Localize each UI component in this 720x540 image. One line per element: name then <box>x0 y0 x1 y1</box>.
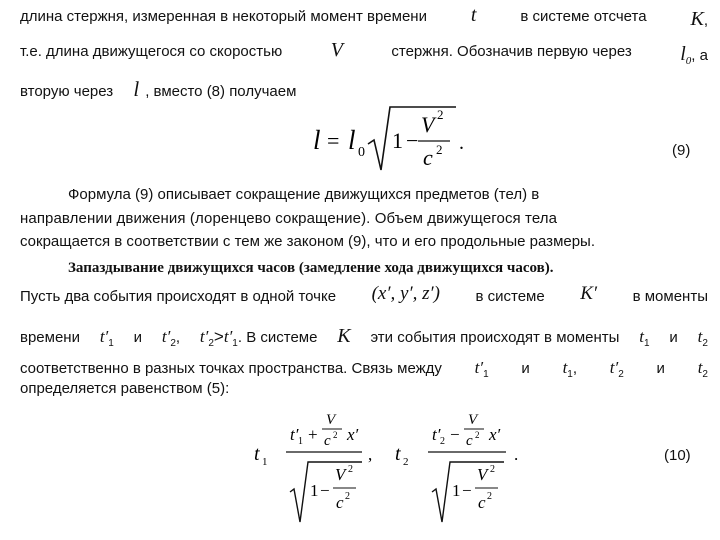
punct: , а <box>691 47 708 64</box>
text-segment: в системе <box>475 288 545 305</box>
paragraph1-line2 <box>20 39 708 67</box>
eq10-c-exp: 2 <box>475 430 480 440</box>
eq10-c-exp: 2 <box>333 430 338 440</box>
paragraph1-line1 <box>20 4 708 31</box>
text-segment: длина стержня, измеренная в некоторый момент времени <box>20 8 427 25</box>
text-segment: , вместо (8) получаем <box>145 83 297 100</box>
paragraph2-line3: сокращается в соответствии с тем же законом (9), что и его продольные размеры. <box>20 233 596 250</box>
eq9-lhs: l <box>313 125 321 155</box>
eq9-den-c: c <box>423 145 433 170</box>
symbol-t2: t <box>697 358 703 377</box>
eq10-minus-right: − <box>450 425 460 444</box>
symbol-t1: t <box>562 358 568 377</box>
subscript: 1 <box>483 369 489 380</box>
subscript: 2 <box>702 369 708 380</box>
eq10-root-V: V <box>477 465 488 484</box>
symbol-t1-prime: t′ <box>99 327 109 346</box>
subscript: 2 <box>618 369 624 380</box>
subscript: 2 <box>170 338 176 349</box>
symbol-t1-prime: t′ <box>474 358 484 377</box>
text-segment: Пусть два события происходят в одной точке <box>20 288 337 305</box>
eq10-root-V-exp: 2 <box>490 464 495 475</box>
eq10-x-prime: x′ <box>347 425 359 444</box>
eq10-minus: − <box>462 481 472 500</box>
eq9-one: 1 <box>392 128 403 153</box>
eq9-minus: − <box>406 128 419 153</box>
greater-than: > <box>213 327 224 346</box>
symbol-t2: t <box>697 327 703 346</box>
subscript: 1 <box>232 338 238 349</box>
eq9-num-exp: 2 <box>437 107 444 122</box>
equation-number-9: (9) <box>672 142 691 159</box>
eq10-root-c: c <box>478 493 486 512</box>
subscript: 0 <box>685 55 692 67</box>
eq10-c: c <box>324 433 331 449</box>
ineq-right: t′ <box>223 327 233 346</box>
equation-10 <box>250 400 540 535</box>
eq9-den-exp: 2 <box>436 142 443 157</box>
eq10-t2-sub: 2 <box>403 456 409 468</box>
eq9-dot: . <box>459 132 464 154</box>
eq10-root-V: V <box>335 465 346 484</box>
text-segment: вторую через <box>20 83 114 100</box>
ineq-left: t′ <box>199 327 209 346</box>
subscript: 1 <box>644 338 650 349</box>
eq9-l0-sub: 0 <box>358 145 365 160</box>
eq10-root-c-exp: 2 <box>487 491 492 502</box>
paragraph3-line5: определяется равенством (5): <box>20 380 230 397</box>
eq10-root-c-exp: 2 <box>345 491 350 502</box>
eq10-t1-prime-sub: 1 <box>298 436 303 447</box>
text-segment: и <box>521 360 530 377</box>
text-segment: времени <box>20 329 80 346</box>
punct: , <box>572 360 578 377</box>
subscript: 2 <box>702 338 708 349</box>
eq10-t2-prime-sub: 2 <box>440 436 445 447</box>
subscript: 2 <box>208 338 214 349</box>
eq10-x-prime: x′ <box>489 425 501 444</box>
symbol-l0: l <box>680 43 686 65</box>
eq10-t1: t <box>254 443 260 465</box>
symbol-t: t <box>470 4 477 26</box>
symbol-t1: t <box>639 327 645 346</box>
symbol-t2-prime: t′ <box>161 327 171 346</box>
eq9-equals: = <box>327 128 340 153</box>
eq10-t2-prime: t′ <box>432 425 441 444</box>
symbol-K-prime: K′ <box>580 283 598 304</box>
symbol-l: l <box>133 77 140 101</box>
eq10-c: c <box>466 433 473 449</box>
text-segment: Формула (9) описывает сокращение движущихся предметов (тел) в <box>68 186 540 203</box>
symbol-t2-prime: t′ <box>609 358 619 377</box>
subscript: 1 <box>567 369 573 380</box>
eq10-one: 1 <box>310 481 319 500</box>
eq9-l0: l <box>348 125 356 155</box>
text-segment: соответственно в разных точках пространства. Связь между <box>20 360 442 377</box>
eq10-plus: + <box>308 425 318 444</box>
paragraph2-line2: направлении движения (лоренцево сокращение). Объем движущегося тела <box>20 210 558 227</box>
eq10-t1-sub: 1 <box>262 456 268 468</box>
text-segment: и <box>656 360 665 377</box>
eq9-num-V: V <box>421 112 435 137</box>
text-segment: и <box>669 329 678 346</box>
section-heading: Запаздывание движущихся часов (замедление хода движущихся часов). <box>68 260 554 276</box>
eq10-V: V <box>326 412 336 428</box>
punct: , <box>703 12 708 29</box>
eq10-one: 1 <box>452 481 461 500</box>
text-segment: . В системе <box>237 329 318 346</box>
equation-number-10: (10) <box>664 447 691 464</box>
symbol-V: V <box>330 39 343 61</box>
eq10-root-c: c <box>336 493 344 512</box>
eq10-minus: − <box>320 481 330 500</box>
subscript: 1 <box>108 338 114 349</box>
eq10-t1-prime: t′ <box>290 425 299 444</box>
symbol-K: K <box>690 8 704 30</box>
point-coordinates: (x′, y′, z′) <box>371 283 440 304</box>
eq10-root-V-exp: 2 <box>348 464 353 475</box>
eq10-t2: t <box>395 443 401 465</box>
paragraph3-line4 <box>20 358 708 380</box>
punct: , <box>175 329 181 346</box>
text-segment: т.е. длина движущегося со скоростью <box>20 43 283 60</box>
eq10-dot: . <box>514 445 519 464</box>
paragraph2-line1 <box>68 186 708 203</box>
text-segment: в системе отсчета <box>520 8 647 25</box>
text-segment: и <box>133 329 143 346</box>
equation-9 <box>310 102 480 174</box>
eq10-comma: , <box>368 445 373 464</box>
text-segment: в моменты <box>632 288 708 305</box>
paragraph3-line2 <box>20 283 708 305</box>
eq10-V: V <box>468 412 478 428</box>
text-segment: эти события происходят в моменты <box>370 329 620 346</box>
symbol-K: K <box>337 325 351 347</box>
paragraph1-line3 <box>20 77 296 102</box>
text-segment: стержня. Обозначив первую через <box>391 43 632 60</box>
paragraph3-line3 <box>20 325 708 349</box>
